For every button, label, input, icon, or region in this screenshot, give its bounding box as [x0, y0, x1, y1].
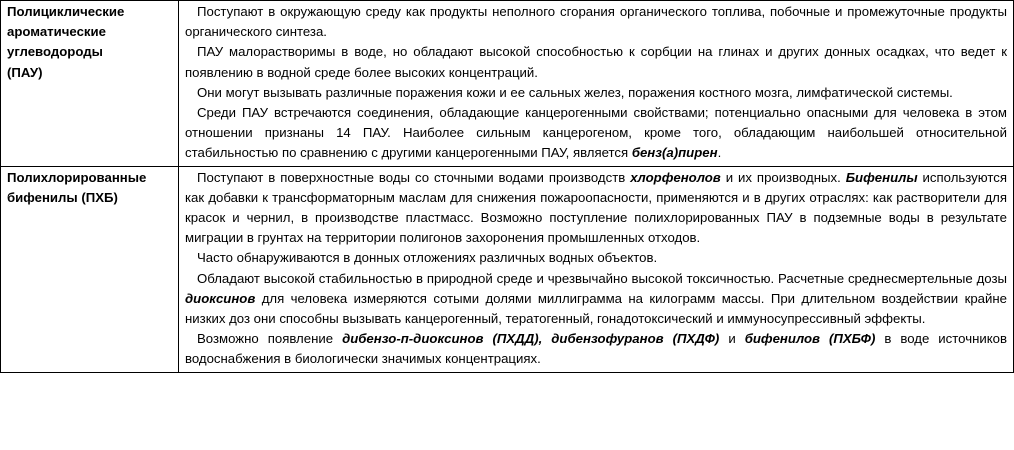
pollutant-table-body: [1, 1, 1014, 373]
emphasized-term: Бифенилы: [845, 169, 918, 185]
pollutant-term-line: Полихлорированные: [7, 169, 147, 185]
text-segment: Поступают в окружающую среду как продукты неполного сгорания органического топлива, побочные и промежуточные продукты органического синтеза.: [185, 4, 1007, 40]
description-paragraph: [185, 2, 1007, 42]
pollutant-term-cell: [1, 1, 179, 167]
pollutant-term-line: Полициклические: [7, 4, 125, 19]
text-segment: ПАУ малорастворимы в воде, но обладают высокой способностью к сорбции на глинах и других донных осадках, что ведет к появлению в водной среде более высоких концентраций.: [185, 44, 1007, 80]
emphasized-term: диоксинов: [185, 290, 256, 306]
text-segment: и их производных.: [720, 169, 846, 185]
pollutant-term-line: ароматические: [7, 24, 106, 40]
text-segment: .: [717, 145, 722, 161]
emphasized-term: хлорфенолов: [630, 169, 721, 185]
pollutant-term-cell: [1, 166, 179, 372]
description-paragraph: [185, 83, 1007, 103]
text-segment: и: [719, 331, 745, 347]
description-paragraph: [185, 42, 1007, 82]
pollutant-term-line: углеводороды: [7, 44, 103, 60]
pollutant-description-cell: [179, 166, 1014, 372]
text-segment: Они могут вызывать различные поражения кожи и ее сальных желез, поражения костного мозга, лимфатической системы.: [197, 84, 953, 100]
pollutant-term-line: (ПАУ): [7, 64, 43, 80]
text-segment: Возможно появление: [197, 331, 343, 347]
text-segment: для человека измеряются сотыми долями миллиграмма на килограмм массы. При длительном воздействии крайне низких доз они способны вызывать канцерогенный, тератогенный, гонадотоксический и иммуносупрессивный эффекты.: [185, 290, 1007, 327]
description-paragraph: [185, 248, 1007, 268]
emphasized-term: бифенилов (ПХБФ): [744, 331, 876, 347]
table-row: [1, 1, 1014, 167]
pollutant-description-cell: [179, 1, 1014, 167]
text-segment: используются как добавки к трансформаторным маслам для снижения пожароопасности, применяются и в других отраслях: как растворители для красок и чернил, в производстве пластмасс. Возможно поступление полихлорированных ПАУ в подземные воды в результате миграции в грунтах на территории полигонов захоронения промышленных отходов.: [185, 169, 1007, 246]
description-paragraph: [185, 103, 1007, 164]
table-row: [1, 166, 1014, 372]
description-paragraph: [185, 168, 1007, 249]
emphasized-term: дибензо-п-диоксинов (ПХДД), дибензофуранов (ПХДФ): [342, 331, 720, 347]
text-segment: Среди ПАУ встречаются соединения, обладающие канцерогенными свойствами; потенциально опасными для человека в этом отношении признаны 14 ПАУ. Наиболее сильным канцерогеном, кроме того, обладающим наибольшей относительной стабильностью по сравнению с другими канцерогенными ПАУ, является: [185, 105, 1007, 161]
pollutant-term-line: бифенилы (ПХБ): [7, 189, 118, 205]
text-segment: в воде источников водоснабжения в биологически значимых концентрациях.: [185, 331, 1007, 367]
text-segment: Часто обнаруживаются в донных отложениях различных водных объектов.: [197, 250, 658, 266]
text-segment: Обладают высокой стабильностью в природной среде и чрезвычайно высокой токсичностью. Расчетные среднесмертельные дозы: [197, 270, 1007, 286]
description-paragraph: [185, 329, 1007, 369]
text-segment: Поступают в поверхностные воды со сточными водами производств: [197, 169, 631, 185]
emphasized-term: бенз(а)пирен: [631, 145, 718, 161]
description-paragraph: [185, 269, 1007, 330]
